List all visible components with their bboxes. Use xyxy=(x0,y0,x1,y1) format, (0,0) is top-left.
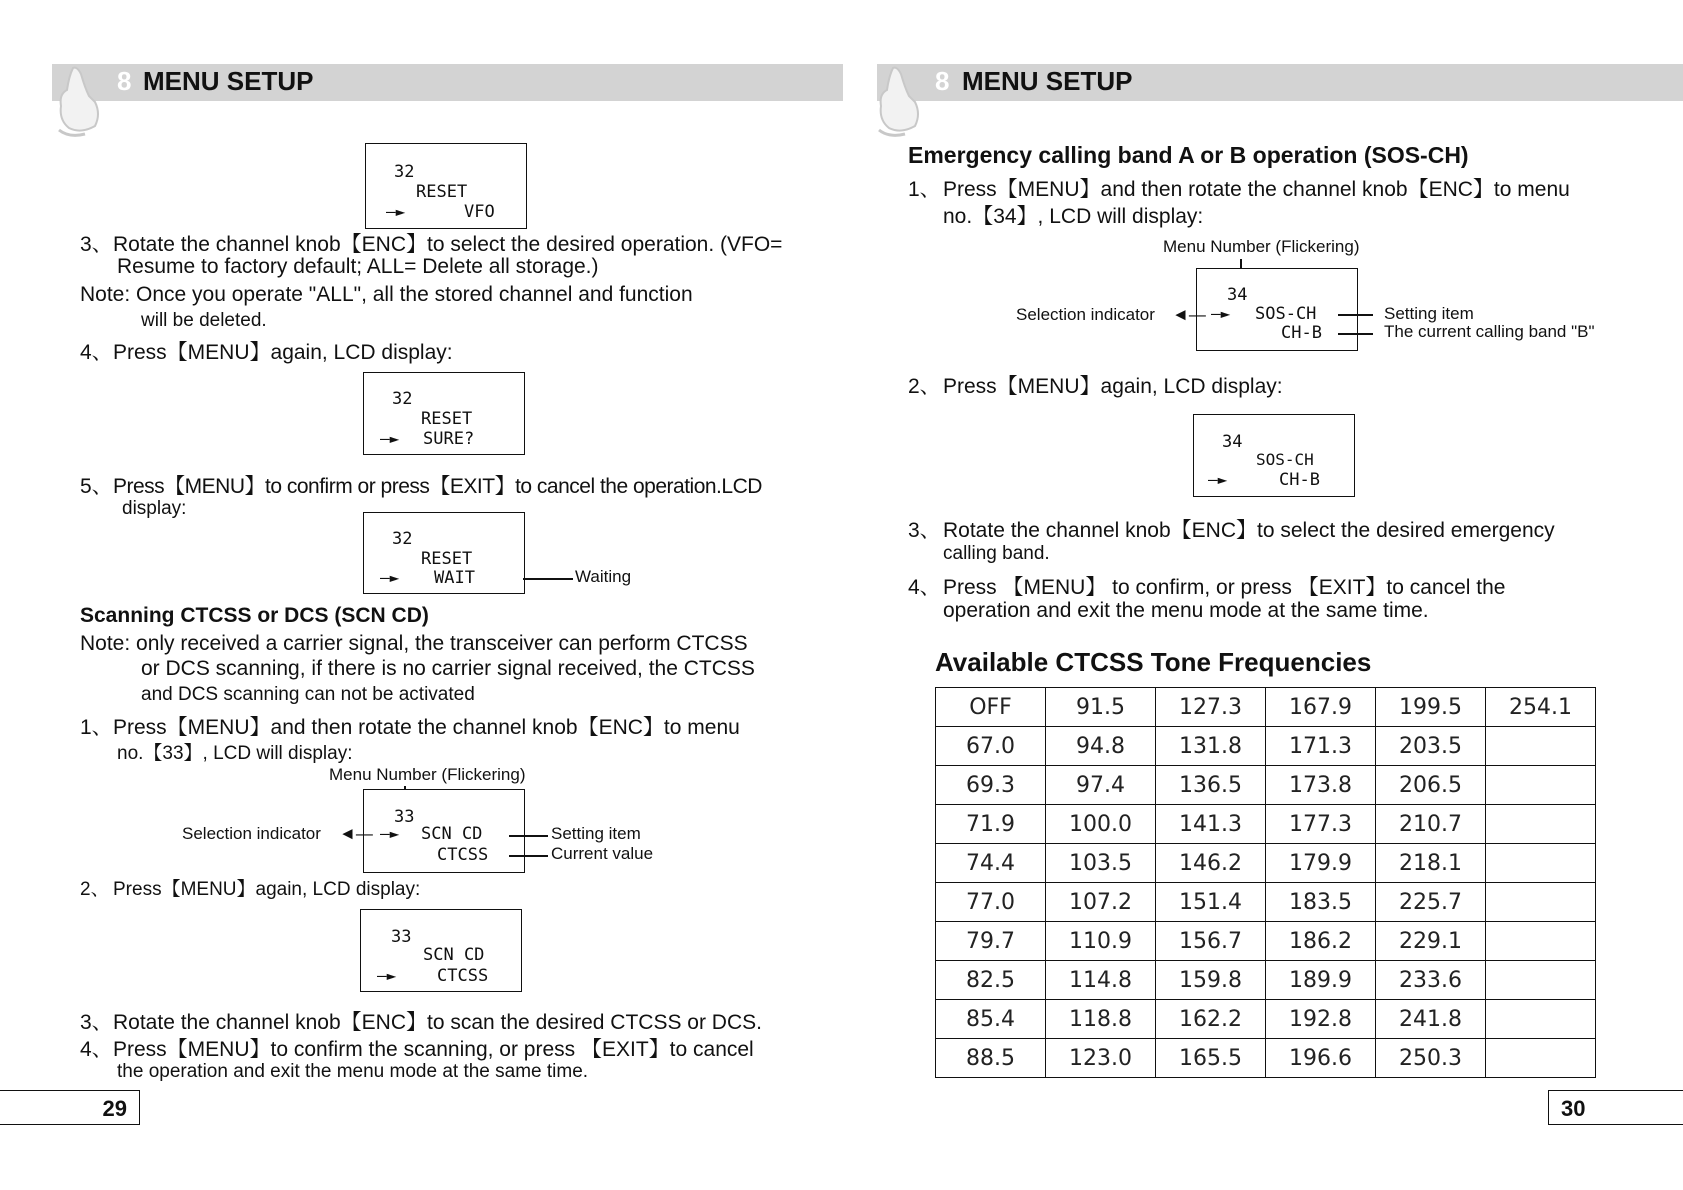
table-cell: 233.6 xyxy=(1376,961,1486,1000)
table-cell: 199.5 xyxy=(1376,688,1486,727)
table-cell: 225.7 xyxy=(1376,883,1486,922)
table-cell: 71.9 xyxy=(936,805,1046,844)
step-text: Resume to factory default; ALL= Delete all storage.) xyxy=(117,255,599,278)
table-cell: 94.8 xyxy=(1046,727,1156,766)
page-title: MENU SETUP xyxy=(962,66,1133,96)
table-cell: 183.5 xyxy=(1266,883,1376,922)
table-cell xyxy=(1486,961,1596,1000)
table-row xyxy=(936,961,1596,1000)
table-cell: 156.7 xyxy=(1156,922,1266,961)
lcd-display-reset-wait xyxy=(363,512,525,594)
table-cell: 91.5 xyxy=(1046,688,1156,727)
step-text: Rotate the channel knob【ENC】to scan the desired CTCSS or DCS. xyxy=(113,1011,762,1034)
step-number: 2、 xyxy=(908,375,941,398)
table-cell: 103.5 xyxy=(1046,844,1156,883)
table-cell: 218.1 xyxy=(1376,844,1486,883)
table-cell: 110.9 xyxy=(1046,922,1156,961)
table-cell: 203.5 xyxy=(1376,727,1486,766)
lcd-menu-number: 33 xyxy=(391,927,412,947)
table-row xyxy=(936,844,1596,883)
table-cell: 123.0 xyxy=(1046,1039,1156,1078)
step-text: Press【MENU】to confirm or press【EXIT】to cancel the operation.LCD xyxy=(113,475,762,498)
step-number: 3、 xyxy=(80,233,113,256)
menu-number-label: Menu Number (Flickering) xyxy=(329,765,526,784)
lcd-display-scn xyxy=(360,909,522,992)
table-cell: 100.0 xyxy=(1046,805,1156,844)
lcd-value: VFO xyxy=(464,202,495,222)
setting-item-label: Setting item xyxy=(551,824,641,843)
step-text: Press 【MENU】 to confirm, or press 【EXIT】to cancel the xyxy=(943,576,1506,599)
table-cell: 250.3 xyxy=(1376,1039,1486,1078)
menu-number-label: Menu Number (Flickering) xyxy=(1163,237,1360,256)
lcd-display-sos xyxy=(1193,414,1355,497)
lcd-display-scn-diagram xyxy=(363,789,525,873)
section-heading: Emergency calling band A or B operation (SOS-CH) xyxy=(908,142,1469,168)
lcd-menu-number: 34 xyxy=(1222,432,1243,452)
step-text: Press【MENU】again, LCD display: xyxy=(113,879,421,900)
step-text: operation and exit the menu mode at the same time. xyxy=(943,599,1429,622)
step-text: calling band. xyxy=(943,543,1050,564)
table-cell: 127.3 xyxy=(1156,688,1266,727)
table-cell: 162.2 xyxy=(1156,1000,1266,1039)
table-cell: 82.5 xyxy=(936,961,1046,1000)
lcd-value: CH-B xyxy=(1281,323,1322,343)
lcd-value: SURE? xyxy=(423,429,475,449)
step-text: display: xyxy=(122,498,187,519)
step-number: 1、 xyxy=(80,716,113,739)
table-cell: 173.8 xyxy=(1266,766,1376,805)
table-cell: 74.4 xyxy=(936,844,1046,883)
ctcss-tone-table xyxy=(935,687,1596,1078)
table-title: Available CTCSS Tone Frequencies xyxy=(935,647,1372,677)
table-cell: 210.7 xyxy=(1376,805,1486,844)
lcd-display-sos-diagram xyxy=(1196,268,1358,351)
table-cell: 151.4 xyxy=(1156,883,1266,922)
table-cell: 171.3 xyxy=(1266,727,1376,766)
table-cell: OFF xyxy=(936,688,1046,727)
selection-arrow-icon: —► xyxy=(386,202,406,221)
table-row xyxy=(936,727,1596,766)
table-cell xyxy=(1486,805,1596,844)
table-cell: 179.9 xyxy=(1266,844,1376,883)
selection-indicator-label: Selection indicator xyxy=(182,824,321,843)
lcd-setting-item: RESET xyxy=(421,409,473,429)
callout-label: Waiting xyxy=(575,567,632,586)
table-row xyxy=(936,922,1596,961)
step-number: 2、 xyxy=(80,879,110,900)
table-cell xyxy=(1486,1000,1596,1039)
step-text: the operation and exit the menu mode at the same time. xyxy=(117,1061,589,1082)
lcd-setting-item: RESET xyxy=(421,549,473,569)
lcd-setting-item: SOS-CH xyxy=(1255,304,1317,324)
table-cell: 254.1 xyxy=(1486,688,1596,727)
section-number: 8 xyxy=(117,66,132,96)
table-cell xyxy=(1486,1039,1596,1078)
step-text: Press【MENU】and then rotate the channel knob【ENC】to menu xyxy=(113,716,740,739)
page-number: 29 xyxy=(0,1090,140,1125)
callout-line xyxy=(1338,314,1373,316)
table-cell xyxy=(1486,727,1596,766)
table-cell xyxy=(1486,922,1596,961)
table-cell: 136.5 xyxy=(1156,766,1266,805)
table-cell: 146.2 xyxy=(1156,844,1266,883)
table-cell: 69.3 xyxy=(936,766,1046,805)
table-cell: 118.8 xyxy=(1046,1000,1156,1039)
table-cell: 206.5 xyxy=(1376,766,1486,805)
step-text: Rotate the channel knob【ENC】to select the desired emergency xyxy=(943,519,1555,542)
step-number: 4、 xyxy=(908,576,941,599)
table-row xyxy=(936,1039,1596,1078)
table-cell xyxy=(1486,844,1596,883)
table-cell xyxy=(1486,883,1596,922)
table-cell: 141.3 xyxy=(1156,805,1266,844)
arrow-left-icon: ◄— xyxy=(339,824,373,843)
selection-indicator-label: Selection indicator xyxy=(1016,305,1155,324)
selection-arrow-icon: —► xyxy=(380,568,400,587)
step-text: Press【MENU】again, LCD display: xyxy=(943,375,1283,398)
setting-item-label: Setting item xyxy=(1384,304,1474,323)
selection-arrow-icon: —► xyxy=(380,824,400,843)
lcd-value: CTCSS xyxy=(437,845,489,865)
step-text: no.【33】, LCD will display: xyxy=(117,743,353,764)
table-cell: 159.8 xyxy=(1156,961,1266,1000)
table-cell: 196.6 xyxy=(1266,1039,1376,1078)
selection-arrow-icon: —► xyxy=(380,429,400,448)
table-cell: 114.8 xyxy=(1046,961,1156,1000)
step-text: no.【34】, LCD will display: xyxy=(943,205,1204,228)
step-number: 4、 xyxy=(80,341,113,364)
note-text: Note: only received a carrier signal, the transceiver can perform CTCSS xyxy=(80,632,748,655)
callout-line xyxy=(523,578,573,580)
section-heading: Scanning CTCSS or DCS (SCN CD) xyxy=(80,604,429,627)
table-cell: 97.4 xyxy=(1046,766,1156,805)
callout-line xyxy=(1338,333,1373,335)
step-number: 5、 xyxy=(80,475,113,498)
table-row xyxy=(936,688,1596,727)
callout-line xyxy=(509,855,548,857)
step-text: Press【MENU】to confirm the scanning, or press 【EXIT】to cancel xyxy=(113,1038,754,1061)
lcd-menu-number: 32 xyxy=(392,389,413,409)
table-cell: 107.2 xyxy=(1046,883,1156,922)
lcd-setting-item: SOS-CH xyxy=(1256,450,1314,469)
lcd-value: CTCSS xyxy=(437,966,489,986)
step-text: Press【MENU】again, LCD display: xyxy=(113,341,453,364)
lcd-menu-number: 32 xyxy=(394,162,415,182)
step-number: 1、 xyxy=(908,178,941,201)
lcd-setting-item: SCN CD xyxy=(423,945,485,965)
arrow-left-icon: ◄— xyxy=(1172,305,1206,324)
table-cell: 85.4 xyxy=(936,1000,1046,1039)
table-cell: 165.5 xyxy=(1156,1039,1266,1078)
table-cell: 186.2 xyxy=(1266,922,1376,961)
pointing-hand-icon xyxy=(55,64,105,140)
lcd-display-reset-vfo xyxy=(365,143,527,229)
table-cell: 192.8 xyxy=(1266,1000,1376,1039)
table-cell: 77.0 xyxy=(936,883,1046,922)
current-value-label: Current value xyxy=(551,844,654,863)
lcd-value: CH-B xyxy=(1279,470,1320,490)
section-number: 8 xyxy=(935,66,950,96)
note-text: and DCS scanning can not be activated xyxy=(141,684,475,705)
table-row xyxy=(936,1000,1596,1039)
table-cell: 167.9 xyxy=(1266,688,1376,727)
selection-arrow-icon: —► xyxy=(1211,304,1231,323)
table-row xyxy=(936,766,1596,805)
note-text: Note: Once you operate "ALL", all the stored channel and function xyxy=(80,283,693,306)
table-row xyxy=(936,805,1596,844)
step-number: 3、 xyxy=(908,519,941,542)
selection-arrow-icon: —► xyxy=(377,966,397,985)
table-cell: 79.7 xyxy=(936,922,1046,961)
lcd-display-reset-sure xyxy=(363,372,525,455)
lcd-menu-number: 34 xyxy=(1227,285,1248,305)
page-title: MENU SETUP xyxy=(143,66,314,96)
table-cell: 241.8 xyxy=(1376,1000,1486,1039)
page-number: 30 xyxy=(1548,1090,1683,1125)
callout-line xyxy=(509,835,548,837)
note-text: will be deleted. xyxy=(141,310,267,331)
lcd-menu-number: 33 xyxy=(394,807,415,827)
selection-arrow-icon: —► xyxy=(1208,470,1228,489)
step-text: Rotate the channel knob【ENC】to select the desired operation. (VFO= xyxy=(113,233,783,256)
note-text: or DCS scanning, if there is no carrier signal received, the CTCSS xyxy=(141,657,755,680)
step-number: 3、 xyxy=(80,1011,113,1034)
table-cell: 177.3 xyxy=(1266,805,1376,844)
table-cell: 189.9 xyxy=(1266,961,1376,1000)
step-text: Press【MENU】and then rotate the channel knob【ENC】to menu xyxy=(943,178,1570,201)
lcd-value: WAIT xyxy=(434,568,475,588)
lcd-setting-item: SCN CD xyxy=(421,824,483,844)
table-cell: 131.8 xyxy=(1156,727,1266,766)
current-value-label: The current calling band "B" xyxy=(1384,322,1595,341)
table-cell xyxy=(1486,766,1596,805)
lcd-menu-number: 32 xyxy=(392,529,413,549)
pointing-hand-icon xyxy=(875,64,925,140)
table-row xyxy=(936,883,1596,922)
table-cell: 88.5 xyxy=(936,1039,1046,1078)
table-cell: 229.1 xyxy=(1376,922,1486,961)
table-cell: 67.0 xyxy=(936,727,1046,766)
step-number: 4、 xyxy=(80,1038,113,1061)
lcd-setting-item: RESET xyxy=(416,182,468,202)
